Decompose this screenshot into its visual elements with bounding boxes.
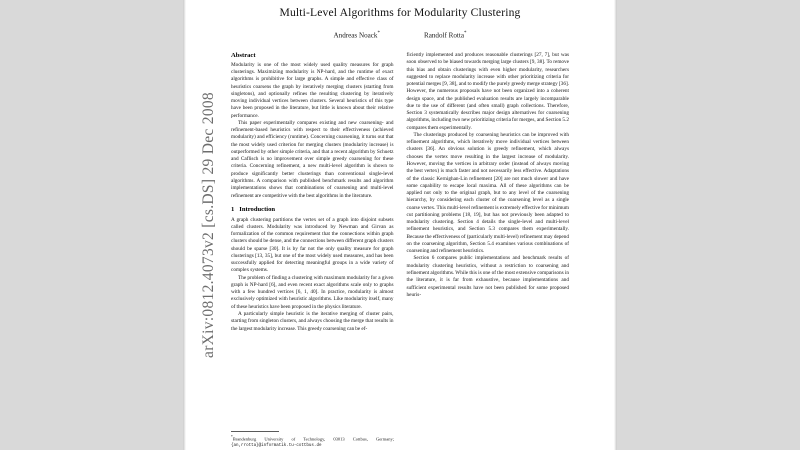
right-column	[407, 52, 570, 450]
section-number: 1	[231, 205, 235, 213]
author-entry	[334, 31, 380, 39]
section-paragraph: Section 6 compares public implementations and benchmark results of modularity clustering heuristics, without a restriction to coarsening and refinement algorithms. While this is one of the most extensive comparisons in the literature, it is far from exhaustive, because implementations and sufficient experimental results have not been published for some proposed heuris-	[406, 255, 569, 298]
author-affiliation-mark: *	[377, 30, 380, 36]
page-left-edge-shadow	[183, 0, 186, 450]
body-columns	[186, 52, 614, 450]
page-title: Multi-Level Algorithms for Modularity Clustering	[279, 6, 521, 19]
arxiv-stamp	[196, 0, 222, 450]
author-list	[186, 31, 614, 39]
author-name: Andreas Noack	[333, 31, 378, 40]
footnote-email: {an,rrotta}@informatik.tu-cottbus.de	[231, 444, 322, 449]
section-paragraph: The problem of finding a clustering with maximum modularity for a given graph is NP-hard [6], and even recent exact algorithms scale only to graphs with a few hundred vertices [6, 1, 40]. In practice, modularity is almost exclusively optimized with heuristic algorithms. Like modularity itself, many of these heuristics have been proposed in the physics literature.	[231, 274, 394, 310]
footnote-rule	[231, 431, 279, 432]
arxiv-stamp-holder	[196, 0, 222, 450]
page-right-edge-shadow	[614, 0, 617, 450]
title-block	[186, 0, 614, 39]
footnote-mark: *	[231, 434, 233, 439]
section-title: Introduction	[239, 205, 276, 213]
viewer-right-gutter	[614, 0, 800, 450]
footnote-affiliation: Brandenburg University of Technology, 03013 Cottbus, Germany;	[232, 436, 394, 442]
section-paragraph: The clusterings produced by coarsening heuristics can be improved with refinement algorithms, which iteratively move individual vertices between clusters [36]. An obvious solution is greedy refinement, which always chooses the vertex move resulting in the largest increase of modularity. However, moving the vertices in arbitrary order (instead of always moving the best vertex) is much faster and not necessarily less effective. Adaptations of the classic Kernighan-Lin refinement [20] are not much slower and have some capability to escape local maxima. All of these algorithms can be applied not only to the original graph, but to any level of the coarsening hierarchy, by considering each cluster of the coarsening level as a single coarse vertex. This multi-level refinement is extremely effective for minimum cut partitioning problems [18, 19], but has not previously been adapted to modularity clustering. Section 4 details the single-level and multi-level refinement heuristics, and Section 5.3 compares them experimentally. Because the effectiveness of (particularly multi-level) refinement may depend on the coarsening algorithm, Section 5.4 examines various combinations of coarsening and refinement heuristics.	[406, 131, 569, 255]
author-entry	[424, 31, 467, 39]
section-paragraph: A graph clustering partitions the vertex set of a graph into disjoint subsets called clusters. Modularity was introduced by Newman and Girvan as formalization of the common requirement that the connections within graph clusters should be dense, and the connections between different graph clusters should be sparse [30]. It is by far not the only quality measure for graph clusterings [13, 35], but one of the most widely used measures, and has been successfully applied for detecting meaningful groups in a wide variety of complex systems.	[231, 216, 394, 274]
section-paragraph: A particularly simple heuristic is the iterative merging of cluster pairs, starting from singleton clusters, and always choosing the merge that results in the largest modularity increase. This greedy coarsening can be ef-	[231, 310, 394, 332]
section-paragraph: ficiently implemented and produces reasonable clusterings [27, 7], but was soon observed to be biased towards merging large clusters [9, 38]. To remove this bias and obtain clusterings with even higher modularity, researchers suggested to replace modularity increase with other prioritizing criteria for potential merges [9, 38], and to modify the purely greedy merge strategy [36]. However, the numerous proposals have not been organized into a coherent design space, and the published evaluation results are largely incomparable due to the use of different (and often small) graph collections. Therefore, Section 3 systematically describes major design alternatives for coarsening algorithms, including two new prioritizing criteria for merges, and Section 5.2 compares them experimentally.	[406, 52, 569, 131]
abstract-heading: Abstract	[231, 52, 256, 59]
abstract-paragraph: Modularity is one of the most widely used quality measures for graph clusterings. Maximizing modularity is NP-hard, and the runtime of exact algorithms is prohibitive for large graphs. A simple and effective class of heuristics coarsens the graph by iteratively merging clusters (starting from singletons), and optionally refines the resulting clustering by iteratively moving individual vertices between clusters. Several heuristics of this type have been proposed in the literature, but little is known about their relative performance.	[231, 61, 394, 119]
author-name: Randolf Rotta	[423, 31, 464, 40]
footnote-block	[231, 431, 394, 450]
viewer-left-gutter	[0, 0, 186, 450]
author-affiliation-mark: *	[463, 30, 467, 36]
section-heading-introduction	[231, 206, 394, 214]
arxiv-stamp-text: arXiv:0812.4073v2 [cs.DS] 29 Dec 2008	[200, 92, 217, 358]
left-column	[231, 52, 394, 450]
footnote-text	[231, 435, 394, 450]
abstract-paragraph: This paper experimentally compares existing and new coarsening- and refinement-based heuristics with respect to their effectiveness (achieved modularity) and efficiency (runtime). Concerning coarsening, it turns out that the most widely used criterion for merging clusters (modularity increase) is outperformed by other simple criteria, and that a recent algorithm by Schuetz and Caflisch is no improvement over simple greedy coarsening for these criteria. Concerning refinement, a new multi-level algorithm is shown to produce significantly better clusterings than conventional single-level algorithms. A comparison with published benchmark results and algorithm implementations shows that combinations of coarsening and multi-level refinement are competitive with the best algorithms in the literature.	[231, 119, 394, 199]
paper-page	[186, 0, 614, 450]
